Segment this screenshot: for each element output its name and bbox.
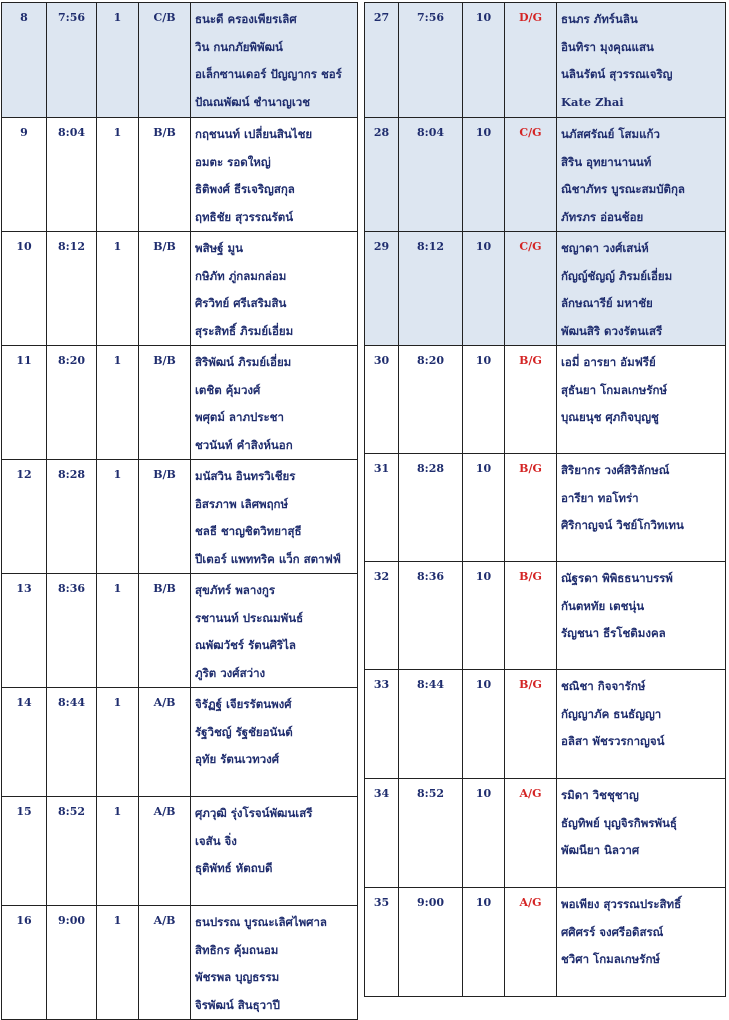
group-number: 13 (2, 574, 47, 688)
player-name: ลักษณารีย์ มหาชัย (561, 296, 653, 310)
player-names (191, 574, 358, 688)
group-number: 14 (2, 688, 47, 797)
player-name: รชานนท์ ประณมพันธ์ (195, 610, 304, 625)
start-hole: 1 (97, 906, 139, 1020)
player-name: ภูริต วงศ์สว่าง (195, 665, 266, 680)
player-name: กัญญาภัค ธนธัญญา (561, 706, 662, 721)
group-number: 32 (365, 562, 399, 670)
player-name: อิสรภาพ เลิศพฤกษ์ (195, 496, 289, 511)
group-number: 16 (2, 906, 47, 1020)
player-name: กฤชนนท์ เปลี่ยนสินไชย (195, 127, 313, 141)
player-name: สิริน อุทยานานนท์ (561, 154, 652, 169)
player-names (557, 3, 726, 118)
tee-time: 8:28 (47, 460, 97, 574)
start-hole: 10 (463, 562, 505, 670)
group-number: 29 (365, 232, 399, 346)
tee-time: 8:12 (399, 232, 463, 346)
player-names (191, 906, 358, 1020)
player-names (557, 888, 726, 997)
player-name: นลินรัตน์ สุวรรณเจริญ (561, 67, 673, 81)
group-number: 35 (365, 888, 399, 997)
right-group-row (365, 888, 726, 997)
left-group-row (2, 346, 358, 460)
player-names (191, 3, 358, 118)
player-name: พอเพียง สุวรรณประสิทธิ์ (561, 897, 682, 911)
player-name: กษิภัท ภู่กลมกล่อม (195, 268, 287, 283)
player-name: พัฒนียา นิลวาศ (561, 843, 640, 857)
start-hole: 1 (97, 797, 139, 906)
player-names (557, 454, 726, 562)
tee-time: 8:20 (399, 346, 463, 454)
tee-category: B/B (139, 232, 191, 346)
left-group-row (2, 797, 358, 906)
player-name: อุทัย รัตนเวทวงศ์ (195, 752, 280, 766)
tee-time: 8:52 (47, 797, 97, 906)
player-names (557, 779, 726, 888)
player-name: ธนภร ภัทร์นลิน (561, 12, 638, 26)
left-group-row (2, 118, 358, 232)
player-name: ชวนันท์ คำสิงห์นอก (195, 437, 293, 452)
player-names (191, 118, 358, 232)
player-name: ธัญทิพย์ บุญจิรกิพรพันธุ์ (561, 815, 677, 830)
player-name: ชณิชา กิจจารักษ์ (561, 679, 646, 693)
player-name: สิริพัฒน์ ภิรมย์เอี่ยม (195, 355, 292, 369)
player-name: ณิชาภัทร บูรณะสมบัติกุล (561, 182, 685, 196)
player-name: สุธันยา โกมลเกษรักษ์ (561, 382, 668, 397)
player-name: ธิติพงศ์ ธีรเจริญสกุล (195, 182, 295, 196)
player-name: เจสัน จิ่ง (195, 833, 237, 848)
player-name: อลิสา พัชรวรกาญจน์ (561, 734, 665, 748)
right-group-row (365, 346, 726, 454)
start-hole: 10 (463, 454, 505, 562)
tee-category: A/G (505, 779, 557, 888)
tee-category: C/G (505, 232, 557, 346)
tee-category: A/B (139, 906, 191, 1020)
start-hole: 10 (463, 232, 505, 346)
tee-time: 8:36 (47, 574, 97, 688)
player-name: ฤทธิชัย สุวรรณรัตน์ (195, 209, 294, 224)
tee-time: 9:00 (47, 906, 97, 1020)
player-name: ปัณณพัฒน์ ชำนาญเวช (195, 94, 311, 109)
tee-time: 8:20 (47, 346, 97, 460)
group-number: 30 (365, 346, 399, 454)
start-hole: 10 (463, 888, 505, 997)
tee-time: 8:04 (47, 118, 97, 232)
start-hole: 10 (463, 779, 505, 888)
right-group-row (365, 562, 726, 670)
player-name: ปีเตอร์ แพททริค แว็ก สตาฟฟ์ (195, 551, 341, 566)
tee-category: B/G (505, 346, 557, 454)
group-number: 15 (2, 797, 47, 906)
start-hole: 10 (463, 346, 505, 454)
player-name: ภัทรภร อ่อนช้อย (561, 209, 644, 224)
player-name: ธนปรรณ บูรณะเลิศไพศาล (195, 915, 327, 929)
start-hole: 1 (97, 574, 139, 688)
tee-category: A/B (139, 797, 191, 906)
tee-time: 9:00 (399, 888, 463, 997)
left-group-row (2, 460, 358, 574)
group-number: 31 (365, 454, 399, 562)
group-number: 10 (2, 232, 47, 346)
player-name: พศุตม์ ลาภประชา (195, 410, 284, 424)
player-name: จิรัฏฐ์ เจียรรัตนพงศ์ (195, 697, 292, 711)
right-tee-times-table (364, 2, 726, 997)
player-name: จิรพัฒน์ สินธุวาปี (195, 997, 280, 1012)
left-group-row (2, 574, 358, 688)
tee-category: B/G (505, 670, 557, 779)
player-name: เอมี่ อารยา อัมฟรีย์ (561, 355, 656, 369)
player-name: กันตหทัย เตชนุ่น (561, 598, 645, 613)
start-hole: 1 (97, 3, 139, 118)
tee-time: 8:44 (47, 688, 97, 797)
tee-category: A/B (139, 688, 191, 797)
player-names (557, 232, 726, 346)
right-group-row (365, 670, 726, 779)
player-name: พัชรพล บุญธรรม (195, 970, 280, 984)
player-name: มนัสวิน อินทรวิเชียร (195, 469, 296, 483)
player-names (191, 688, 358, 797)
player-name: Kate Zhai (561, 94, 624, 109)
start-hole: 1 (97, 232, 139, 346)
tee-time: 8:28 (399, 454, 463, 562)
group-number: 34 (365, 779, 399, 888)
player-name: อารียา ทอโทร่า (561, 490, 639, 505)
start-hole: 1 (97, 688, 139, 797)
player-name: ศิริกาญจน์ วิชย์โกวิทเทน (561, 518, 684, 532)
group-number: 27 (365, 3, 399, 118)
player-name: เตชิต คุ้มวงศ์ (195, 382, 261, 397)
player-name: อมตะ รอดใหญ่ (195, 154, 271, 169)
tee-category: B/B (139, 574, 191, 688)
player-names (191, 797, 358, 906)
player-name: ชลธี ชาญชิตวิทยาสุธี (195, 524, 302, 538)
tee-time: 8:12 (47, 232, 97, 346)
player-name: สุระสิทธิ์ ภิรมย์เอี่ยม (195, 323, 294, 338)
group-number: 12 (2, 460, 47, 574)
tee-category: C/B (139, 3, 191, 118)
tee-category: B/B (139, 118, 191, 232)
tee-time: 8:44 (399, 670, 463, 779)
player-name: อินทิรา มุงคุณแสน (561, 39, 654, 54)
tee-category: B/G (505, 454, 557, 562)
player-name: ศศิศรร์ จงศรีอดิสรณ์ (561, 924, 664, 939)
group-number: 9 (2, 118, 47, 232)
player-name: รัฐวิชญ์ รัฐชัยอนันต์ (195, 724, 293, 739)
player-name: ศุภวุฒิ รุ่งโรจน์พัฒนเสรี (195, 806, 313, 820)
player-name: วิน กนกภัยพิพัฒน์ (195, 39, 283, 54)
player-names (191, 232, 358, 346)
player-name: ธนะดี ครองเพียรเลิศ (195, 12, 297, 26)
player-name: ชวิศา โกมลเกษรักษ์ (561, 952, 660, 966)
player-names (191, 346, 358, 460)
start-hole: 1 (97, 118, 139, 232)
player-names (557, 670, 726, 779)
player-names (557, 346, 726, 454)
start-hole: 10 (463, 118, 505, 232)
left-tee-times-table (1, 2, 358, 1020)
start-hole: 1 (97, 460, 139, 574)
player-names (191, 460, 358, 574)
player-name: สิริยากร วงศ์สิริลักษณ์ (561, 463, 670, 477)
player-name: ชญาดา วงศ์เสน่ห์ (561, 241, 649, 255)
tee-category: C/G (505, 118, 557, 232)
left-group-row (2, 906, 358, 1020)
player-name: พัฒนสิริ ดวงรัตนเสรี (561, 323, 663, 338)
player-name: กัญญ์ชัญญ์ ภิรมย์เอี่ยม (561, 268, 673, 283)
tee-time: 8:04 (399, 118, 463, 232)
tee-time: 7:56 (47, 3, 97, 118)
player-name: ณัฐรดา พิพิธธนาบรรพ์ (561, 571, 673, 585)
start-hole: 10 (463, 3, 505, 118)
group-number: 8 (2, 3, 47, 118)
tee-category: B/G (505, 562, 557, 670)
player-name: ธุติพัทธ์ หัตถบดี (195, 861, 273, 875)
start-hole: 1 (97, 346, 139, 460)
tee-time: 8:36 (399, 562, 463, 670)
left-group-row (2, 688, 358, 797)
right-group-row (365, 232, 726, 346)
player-names (557, 118, 726, 232)
tee-category: D/G (505, 3, 557, 118)
player-name: รมิดา วิชชุชาญ (561, 788, 639, 802)
right-group-row (365, 454, 726, 562)
group-number: 11 (2, 346, 47, 460)
left-group-row (2, 232, 358, 346)
player-name: สิทธิกร คุ้มถนอม (195, 942, 279, 957)
player-name: พสิษฐ์ มูน (195, 241, 243, 255)
player-name: อเล็กซานเดอร์ ปัญญากร ชอร์ (195, 67, 342, 81)
tee-time: 8:52 (399, 779, 463, 888)
tee-category: A/G (505, 888, 557, 997)
tee-time: 7:56 (399, 3, 463, 118)
tee-category: B/B (139, 460, 191, 574)
right-group-row (365, 779, 726, 888)
player-name: ณพัฒวัชร์ รัตนศิริไล (195, 638, 296, 652)
left-group-row (2, 3, 358, 118)
player-name: สุขภัทร์ พลางกูร (195, 583, 276, 597)
player-name: ศิรวิทย์ ศรีเสริมสิน (195, 296, 287, 310)
right-group-row (365, 3, 726, 118)
player-name: รัญชนา ธีรโชติมงคล (561, 626, 666, 640)
group-number: 33 (365, 670, 399, 779)
tee-category: B/B (139, 346, 191, 460)
start-hole: 10 (463, 670, 505, 779)
right-group-row (365, 118, 726, 232)
player-names (557, 562, 726, 670)
player-name: บุณยนุช ศุภกิจบุญชู (561, 410, 659, 424)
player-name: นภัสศรัณย์ โสมแก้ว (561, 127, 660, 141)
group-number: 28 (365, 118, 399, 232)
